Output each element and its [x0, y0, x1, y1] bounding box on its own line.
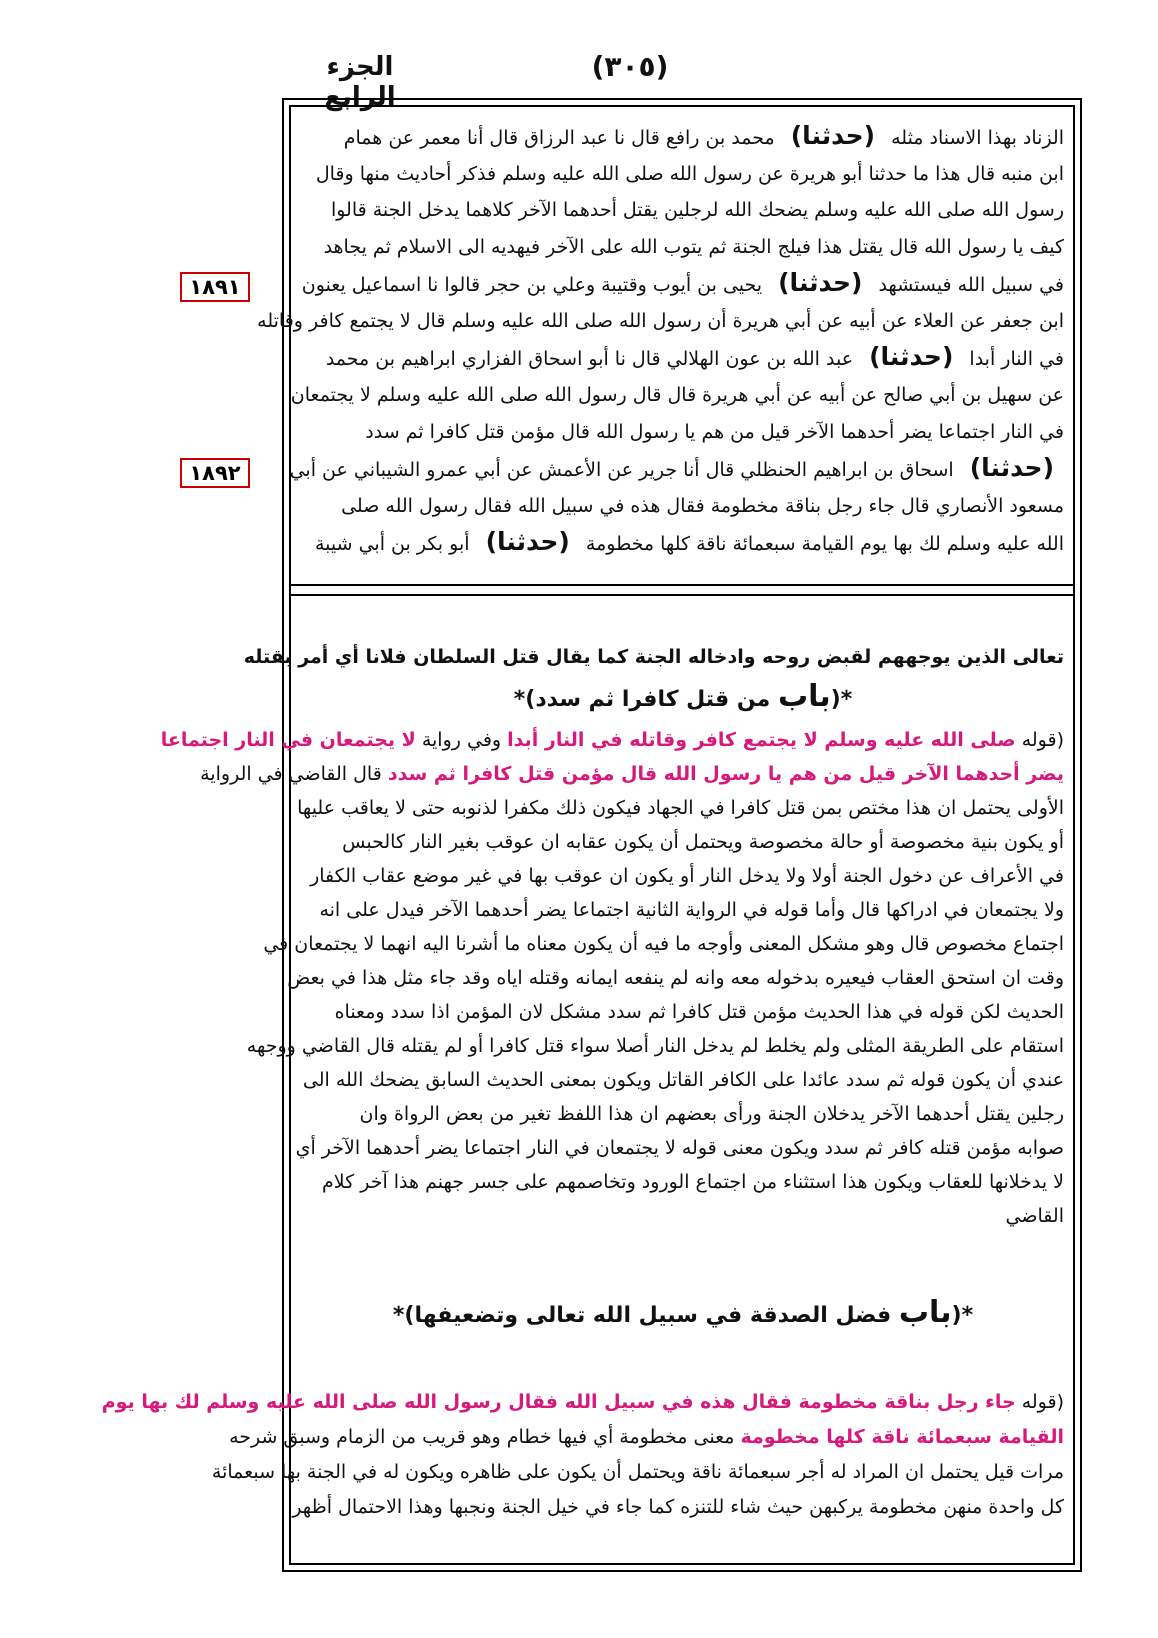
text-run: في الأعراف عن دخول الجنة أولا ولا يدخل النار أو يكون ان عوقب بها في غير موضع عقاب الكفار: [310, 865, 1064, 887]
hadith-line: [302, 265, 1064, 303]
hadith-line: [302, 339, 1064, 377]
text-run: صوابه مؤمن قتله كافر ثم سدد ويكون معنى قوله لا يجتمعان في النار اجتماعا يضر أحدهما الآخر أي: [295, 1137, 1064, 1159]
haddathana-marker: (حدثنا): [778, 267, 863, 297]
chapter-bab-word: باب: [898, 1295, 952, 1330]
commentary-block: [160, 640, 1064, 1233]
text-run: مرات قيل يحتمل ان المراد له أجر سبعمائة ناقة ويحتمل أن يكون على ظاهره ويكون له في الجنة بها سبعمائة: [211, 1461, 1064, 1483]
commentary-line: [295, 1131, 1064, 1165]
quoted-matn: جاء رجل بناقة مخطومة فقال هذه في سبيل الله فقال رسول الله صلى الله عليه وسلم لك بها يوم: [101, 1391, 1016, 1413]
text-run: القاضي: [1005, 1205, 1064, 1227]
chapter-heading: *(باب من قتل كافرا ثم سدد)*: [513, 679, 853, 714]
text-run: كل واحدة منهن مخطومة يركبهن حيث شاء للتنزه كما جاء في خيل الجنة ونجبها وهذا الاحتمال أظهر: [292, 1496, 1064, 1518]
text-run: اسحاق بن ابراهيم الحنظلي قال أنا جرير عن الأعمش عن أبي عمرو الشيباني عن أبي: [289, 458, 960, 481]
text-run: عبد الله بن عون الهلالي قال نا أبو اسحاق الفزاري ابراهيم بن محمد: [325, 348, 860, 371]
chapter-heading: *(باب فضل الصدقة في سبيل الله تعالى وتضعيفها)*: [392, 1295, 974, 1330]
text-run: في النار أبدا: [963, 348, 1064, 371]
hadith-line: [302, 414, 1064, 450]
text-run: عن سهيل بن أبي صالح عن أبيه عن أبي هريرة قال قال رسول الله صلى الله عليه وسلم لا يجتمعان: [290, 384, 1064, 407]
text-run: اجتماع مخصوص قال وهو مشكل المعنى وأوجه ما فيه أن يكون معناه ما أشرنا اليه انهما لا يجتمعان في: [263, 933, 1064, 955]
text-run: الله عليه وسلم لك بها يوم القيامة سبعمائة ناقة كلها مخطومة: [579, 533, 1064, 556]
text-run: (قوله: [1015, 729, 1064, 751]
hadith-line: [302, 156, 1064, 192]
quoted-matn: القيامة سبعمائة ناقة كلها مخطومة: [740, 1426, 1064, 1448]
commentary-line: [302, 1199, 1064, 1233]
commentary-line: [263, 927, 1064, 961]
commentary-block-2: [101, 1385, 1064, 1525]
text-run: في النار اجتماعا يضر أحدهما الآخر قيل من هم يا رسول الله قال مؤمن قتل كافرا ثم سدد: [365, 420, 1064, 443]
text-run: قال القاضي في الرواية: [200, 763, 388, 785]
hadith-line: [302, 488, 1064, 524]
part-title: الجزء الرابع: [324, 52, 396, 112]
page-number: (٣٠٥): [591, 50, 669, 83]
text-run: الأولى يحتمل ان هذا مختص بمن قتل كافرا في الجهاد فيكون ذلك مكفرا لذنوبه حتى لا يعاقب عليها: [297, 797, 1064, 819]
text-run: عندي أن يكون قوله ثم سدد عائدا على الكافر القاتل ويكون بمعنى الحديث السابق يضحك الله الى: [302, 1069, 1064, 1091]
text-run: في سبيل الله فيستشهد: [872, 273, 1064, 296]
text-run: ابن جعفر عن العلاء عن أبيه عن أبي هريرة أن رسول الله صلى الله عليه وسلم قال لا يجتمع كافر وقاتله: [257, 310, 1064, 333]
commentary-line: [297, 791, 1064, 825]
commentary-lines: [160, 723, 1064, 1233]
text-run: محمد بن رافع قال نا عبد الرزاق قال أنا معمر عن همام: [343, 127, 781, 149]
commentary-line: [229, 1420, 1064, 1455]
commentary-intro-line: تعالى الذين يوجههم لقبض روحه وادخاله الجنة كما يقال قتل السلطان فلانا أي أمر بقتله: [243, 646, 1064, 668]
hadith-line: [302, 118, 1064, 156]
text-run: يحيى بن أيوب وقتيبة وعلي بن حجر قالوا نا اسماعيل يعنون: [301, 273, 769, 296]
section-divider-bottom: [289, 594, 1075, 596]
commentary-line: [302, 825, 1064, 859]
text-run: رسول الله صلى الله عليه وسلم يضحك الله لرجلين يقتل أحدهما الآخر كلاهما يدخل الجنة قالوا: [330, 199, 1064, 222]
haddathana-marker: (حدثنا): [869, 342, 954, 372]
chapter-title: من قتل كافرا ثم سدد: [535, 687, 771, 712]
commentary-line: [101, 1385, 1064, 1420]
hadith-line: [257, 303, 1064, 339]
section-divider-top: [289, 584, 1075, 586]
hadith-text-block: [257, 118, 1064, 562]
hadith-line: [302, 524, 1064, 562]
commentary-line: [302, 995, 1064, 1029]
text-run: معنى مخطومة أي فيها خطام وهو قريب من الزمام وسبق شرحه: [229, 1426, 741, 1448]
commentary-line: [246, 1029, 1064, 1063]
commentary-line: [302, 893, 1064, 927]
hadith-line: [302, 229, 1064, 265]
hadith-number: ١٨٩٢: [180, 458, 250, 488]
text-run: ابن منبه قال هذا ما حدثنا أبو هريرة عن رسول الله صلى الله عليه وسلم فذكر أحاديث منها وقال: [315, 163, 1064, 186]
commentary-line: [302, 1165, 1064, 1199]
quoted-matn: يضر أحدهما الآخر قيل من هم يا رسول الله قال مؤمن قتل كافرا ثم سدد: [387, 763, 1064, 785]
text-run: الحديث لكن قوله في هذا الحديث مؤمن قتل كافرا ثم سدد مشكل لان المؤمن اذا سدد ومعناه: [334, 1001, 1064, 1023]
text-run: وقت ان استحق العقاب فيعيره بدخوله معه وانه لم ينفعه ايمانه وقتله اياه وقد جاء مثل هذا في بعض: [287, 967, 1064, 989]
commentary-line: [302, 1063, 1064, 1097]
text-run: ولا يجتمعان في ادراكها قال وأما قوله في الرواية الثانية اجتماعا يضر أحدهما الآخر فيدل على انه: [319, 899, 1064, 921]
hadith-line: [302, 192, 1064, 228]
text-run: وفي رواية: [415, 729, 508, 751]
commentary-line: [292, 1490, 1064, 1525]
hadith-line: [289, 450, 1064, 488]
text-run: أو يكون بنية مخصوصة أو حالة مخصوصة ويحتمل أن يكون عقابه ان عوقب بغير النار كالحبس: [342, 831, 1064, 853]
commentary-line: [211, 1455, 1064, 1490]
commentary-line: [160, 723, 1064, 757]
text-run: كيف يا رسول الله قال يقتل هذا فيلج الجنة ثم يتوب الله على الآخر فيهديه الى الاسلام ثم يجاهد: [323, 235, 1064, 258]
text-run: (قوله: [1015, 1391, 1064, 1413]
quoted-matn: صلى الله عليه وسلم لا يجتمع كافر وقاتله في النار أبدا: [507, 729, 1016, 751]
hadith-number: ١٨٩١: [180, 272, 250, 302]
chapter2-heading-wrap: [302, 1290, 1064, 1339]
chapter-bab-word: باب: [777, 679, 831, 714]
quoted-matn: لا يجتمعان في النار اجتماعا: [160, 729, 416, 751]
text-run: أبو بكر بن أبي شيبة: [314, 533, 476, 556]
text-run: رجلين يقتل أحدهما الآخر يدخلان الجنة ورأى بعضهم ان هذا اللفظ تغير من بعض الرواة وان: [359, 1103, 1064, 1125]
commentary-line: [302, 859, 1064, 893]
haddathana-marker: (حدثنا): [969, 452, 1054, 482]
commentary-line: [287, 961, 1064, 995]
text-run: استقام على الطريقة المثلى ولم يخلط لم يدخل النار أصلا سواء قتل كافرا أو لم يقتله قال القاضي ووجهه: [246, 1035, 1064, 1057]
haddathana-marker: (حدثنا): [790, 121, 876, 150]
text-run: لا يدخلانها للعقاب ويكون هذا استثناء من اجتماع الورود وتخاصمهم على جسر جهنم هذا آخر كلام: [322, 1171, 1064, 1193]
text-run: الزناد بهذا الاسناد مثله: [885, 127, 1064, 149]
text-run: مسعود الأنصاري قال جاء رجل بناقة مخطومة فقال هذه في سبيل الله فقال رسول الله صلى: [341, 495, 1064, 518]
commentary-line: [200, 757, 1064, 791]
hadith-line: [290, 377, 1064, 413]
haddathana-marker: (حدثنا): [485, 527, 570, 557]
commentary-line: [302, 1097, 1064, 1131]
chapter-title: فضل الصدقة في سبيل الله تعالى وتضعيفها: [414, 1303, 892, 1328]
